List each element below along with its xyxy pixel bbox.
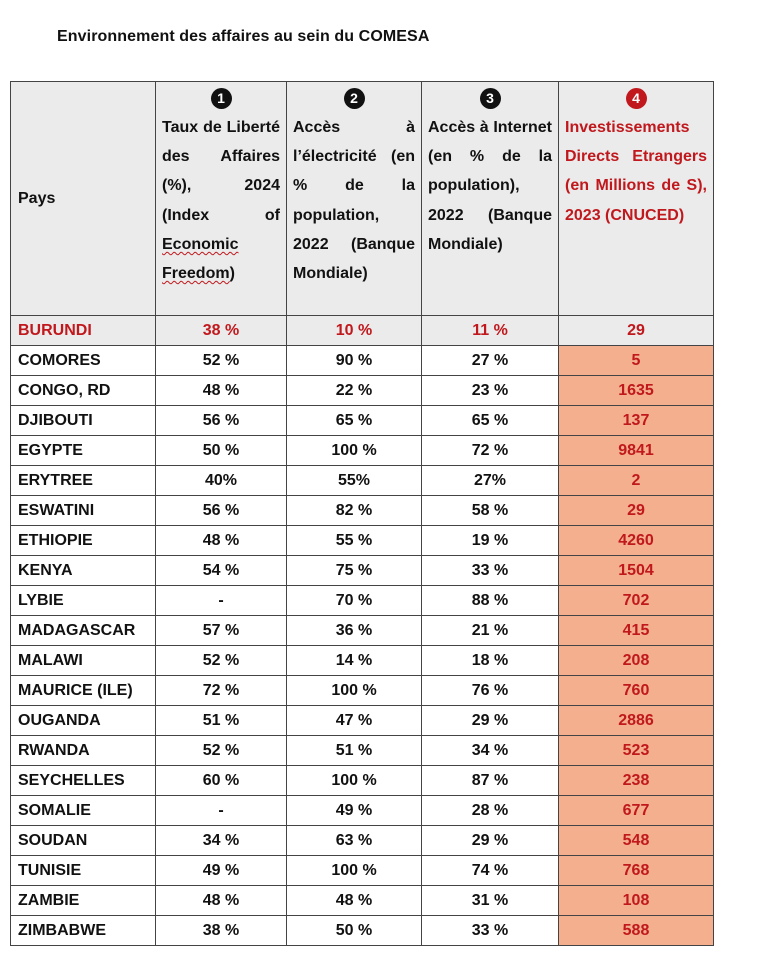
cell-internet: 88 %: [422, 586, 559, 616]
cell-internet: 11 %: [422, 316, 559, 346]
cell-liberte: 49 %: [156, 856, 287, 886]
cell-electricite: 55%: [287, 466, 422, 496]
cell-internet: 19 %: [422, 526, 559, 556]
cell-pays: ESWATINI: [11, 496, 156, 526]
cell-electricite: 51 %: [287, 736, 422, 766]
cell-electricite: 49 %: [287, 796, 422, 826]
cell-pays: CONGO, RD: [11, 376, 156, 406]
cell-pays: TUNISIE: [11, 856, 156, 886]
cell-liberte: -: [156, 796, 287, 826]
cell-pays: MALAWI: [11, 646, 156, 676]
cell-liberte: 48 %: [156, 376, 287, 406]
cell-pays: BURUNDI: [11, 316, 156, 346]
cell-internet: 74 %: [422, 856, 559, 886]
cell-electricite: 55 %: [287, 526, 422, 556]
cell-pays: MAURICE (ILE): [11, 676, 156, 706]
cell-ide: 415: [559, 616, 714, 646]
cell-internet: 29 %: [422, 826, 559, 856]
cell-pays: ETHIOPIE: [11, 526, 156, 556]
number-badge-2: 2: [344, 88, 365, 109]
table-row: [11, 766, 714, 796]
cell-electricite: 48 %: [287, 886, 422, 916]
cell-pays: SEYCHELLES: [11, 766, 156, 796]
cell-pays: ZAMBIE: [11, 886, 156, 916]
cell-electricite: 100 %: [287, 436, 422, 466]
cell-liberte: 56 %: [156, 496, 287, 526]
table-row: [11, 376, 714, 406]
cell-internet: 33 %: [422, 916, 559, 946]
cell-pays: EGYPTE: [11, 436, 156, 466]
table-body: [11, 316, 714, 946]
cell-internet: 27 %: [422, 346, 559, 376]
cell-pays: DJIBOUTI: [11, 406, 156, 436]
header-electricite-text: Accès à l’électricité (en % de la population, 2022 (Banque Mondiale): [293, 119, 415, 283]
table-row: [11, 826, 714, 856]
table-row: [11, 736, 714, 766]
cell-pays: KENYA: [11, 556, 156, 586]
cell-liberte: 54 %: [156, 556, 287, 586]
cell-pays: OUGANDA: [11, 706, 156, 736]
cell-liberte: 56 %: [156, 406, 287, 436]
cell-internet: 28 %: [422, 796, 559, 826]
cell-liberte: 60 %: [156, 766, 287, 796]
cell-ide: 702: [559, 586, 714, 616]
cell-internet: 34 %: [422, 736, 559, 766]
cell-pays: MADAGASCAR: [11, 616, 156, 646]
cell-pays: SOMALIE: [11, 796, 156, 826]
header-liberte-economic: Economic: [162, 235, 239, 253]
table-row: [11, 856, 714, 886]
cell-internet: 87 %: [422, 766, 559, 796]
table-row: [11, 886, 714, 916]
header-liberte-text: [156, 109, 286, 288]
cell-electricite: 100 %: [287, 856, 422, 886]
cell-liberte: -: [156, 586, 287, 616]
cell-pays: ZIMBABWE: [11, 916, 156, 946]
header-row: [11, 82, 714, 316]
cell-internet: 21 %: [422, 616, 559, 646]
table-row: [11, 526, 714, 556]
cell-ide: 768: [559, 856, 714, 886]
cell-liberte: 38 %: [156, 916, 287, 946]
cell-ide: 108: [559, 886, 714, 916]
header-liberte-line: Taux de Liberté des Affaires (%), 2024 (Index of: [162, 119, 280, 224]
table-row: [11, 676, 714, 706]
cell-internet: 27%: [422, 466, 559, 496]
cell-internet: 18 %: [422, 646, 559, 676]
cell-internet: 23 %: [422, 376, 559, 406]
table-row: [11, 346, 714, 376]
cell-liberte: 40%: [156, 466, 287, 496]
cell-electricite: 70 %: [287, 586, 422, 616]
cell-ide: 9841: [559, 436, 714, 466]
cell-ide: 1504: [559, 556, 714, 586]
header-liberte: [156, 82, 287, 316]
cell-liberte: 72 %: [156, 676, 287, 706]
number-badge-4: 4: [626, 88, 647, 109]
cell-liberte: 52 %: [156, 646, 287, 676]
cell-ide: 238: [559, 766, 714, 796]
cell-electricite: 65 %: [287, 406, 422, 436]
cell-internet: 72 %: [422, 436, 559, 466]
cell-electricite: 100 %: [287, 766, 422, 796]
cell-liberte: 34 %: [156, 826, 287, 856]
cell-electricite: 47 %: [287, 706, 422, 736]
cell-liberte: 48 %: [156, 886, 287, 916]
header-liberte-end: ): [229, 265, 235, 283]
header-internet: [422, 82, 559, 316]
table-row: [11, 646, 714, 676]
cell-liberte: 51 %: [156, 706, 287, 736]
cell-liberte: 38 %: [156, 316, 287, 346]
table-row: [11, 406, 714, 436]
cell-ide: 2886: [559, 706, 714, 736]
cell-internet: 76 %: [422, 676, 559, 706]
cell-ide: 588: [559, 916, 714, 946]
cell-liberte: 52 %: [156, 346, 287, 376]
comesa-table: [10, 81, 714, 946]
cell-pays: RWANDA: [11, 736, 156, 766]
number-badge-3: 3: [480, 88, 501, 109]
cell-pays: ERYTREE: [11, 466, 156, 496]
table-row: [11, 916, 714, 946]
cell-ide: 760: [559, 676, 714, 706]
cell-internet: 58 %: [422, 496, 559, 526]
header-electricite: [287, 82, 422, 316]
cell-pays: LYBIE: [11, 586, 156, 616]
cell-electricite: 63 %: [287, 826, 422, 856]
header-internet-text: Accès à Internet (en % de la population), 2022 (Banque Mondiale): [428, 119, 552, 253]
cell-electricite: 36 %: [287, 616, 422, 646]
cell-ide: 137: [559, 406, 714, 436]
cell-ide: 29: [559, 316, 714, 346]
cell-electricite: 90 %: [287, 346, 422, 376]
table-row: [11, 796, 714, 826]
table-row: [11, 466, 714, 496]
cell-ide: 4260: [559, 526, 714, 556]
cell-liberte: 50 %: [156, 436, 287, 466]
cell-ide: 2: [559, 466, 714, 496]
cell-ide: 29: [559, 496, 714, 526]
table-row: [11, 616, 714, 646]
cell-ide: 208: [559, 646, 714, 676]
header-ide-text: Investissements Directs Etrangers (en Millions de S), 2023 (CNUCED): [565, 119, 707, 224]
cell-internet: 31 %: [422, 886, 559, 916]
cell-liberte: 48 %: [156, 526, 287, 556]
table-row: [11, 316, 714, 346]
cell-ide: 548: [559, 826, 714, 856]
cell-electricite: 82 %: [287, 496, 422, 526]
table-row: [11, 706, 714, 736]
cell-electricite: 14 %: [287, 646, 422, 676]
page-title: Environnement des affaires au sein du COMESA: [57, 28, 430, 45]
cell-internet: 29 %: [422, 706, 559, 736]
cell-liberte: 57 %: [156, 616, 287, 646]
cell-electricite: 75 %: [287, 556, 422, 586]
table-row: [11, 556, 714, 586]
cell-ide: 5: [559, 346, 714, 376]
cell-pays: COMORES: [11, 346, 156, 376]
cell-electricite: 10 %: [287, 316, 422, 346]
cell-pays: SOUDAN: [11, 826, 156, 856]
header-pays: Pays: [11, 82, 156, 316]
table-row: [11, 586, 714, 616]
cell-electricite: 50 %: [287, 916, 422, 946]
cell-ide: 1635: [559, 376, 714, 406]
cell-liberte: 52 %: [156, 736, 287, 766]
cell-internet: 33 %: [422, 556, 559, 586]
header-ide: [559, 82, 714, 316]
cell-ide: 677: [559, 796, 714, 826]
cell-internet: 65 %: [422, 406, 559, 436]
table-row: [11, 436, 714, 466]
table-row: [11, 496, 714, 526]
cell-ide: 523: [559, 736, 714, 766]
header-liberte-freedom: Freedom: [162, 265, 230, 283]
cell-electricite: 22 %: [287, 376, 422, 406]
cell-electricite: 100 %: [287, 676, 422, 706]
number-badge-1: 1: [211, 88, 232, 109]
